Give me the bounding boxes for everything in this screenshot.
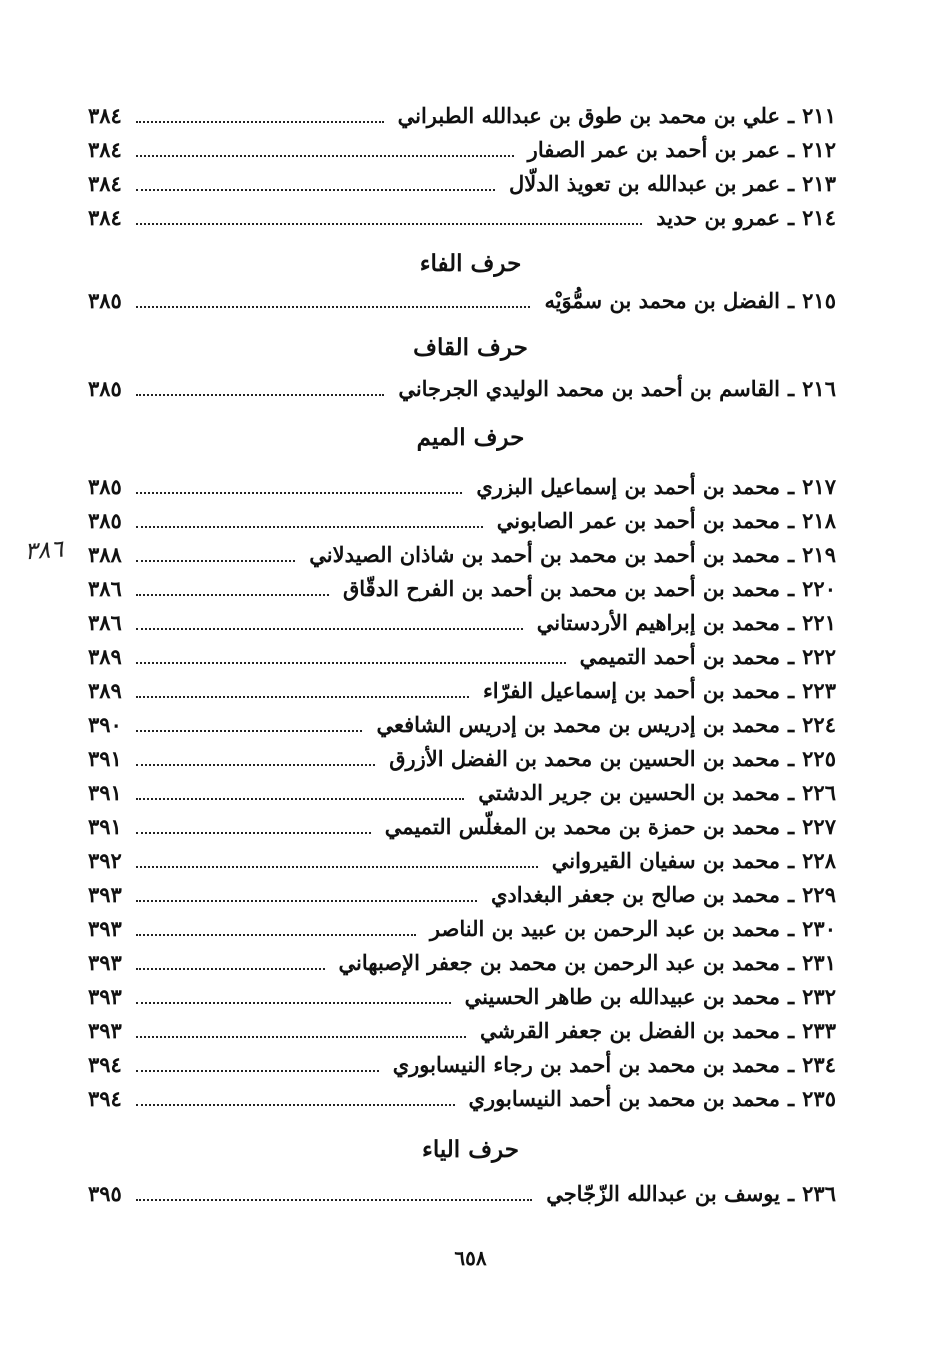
index-entry <box>88 880 836 910</box>
handwritten-margin-note: ٣٨٦ <box>23 534 65 566</box>
entry-dash: ـ <box>788 171 795 196</box>
entry-number: ٢١٩ <box>802 542 836 567</box>
dot-leader <box>136 627 523 630</box>
entry-name: محمد بن إدريس بن محمد بن إدريس الشافعي <box>376 712 780 737</box>
index-entry <box>88 203 836 233</box>
dot-leader <box>136 865 538 868</box>
index-entry <box>88 1179 836 1209</box>
entry-dash: ـ <box>788 137 795 162</box>
index-entry <box>88 812 836 842</box>
dot-leader <box>136 797 464 800</box>
entry-page-number: ٣٨٤ <box>88 171 122 196</box>
dot-leader <box>136 154 514 157</box>
entry-page-number: ٣٩٠ <box>88 712 122 737</box>
entry-dash: ـ <box>788 103 795 128</box>
entry-number: ٢٢٤ <box>802 712 836 737</box>
entry-page-number: ٣٨٦ <box>88 610 122 635</box>
entry-page-number: ٣٨٩ <box>88 644 122 669</box>
entry-dash: ـ <box>788 984 795 1009</box>
index-entry <box>88 540 836 570</box>
index-entry <box>88 506 836 536</box>
entry-dash: ـ <box>788 882 795 907</box>
entry-dash: ـ <box>788 1086 795 1111</box>
dot-leader <box>136 899 477 902</box>
entry-number: ٢٢٦ <box>802 780 836 805</box>
entry-dash: ـ <box>788 1181 795 1206</box>
entry-number: ٢٣٠ <box>802 916 836 941</box>
dot-leader <box>136 1198 532 1201</box>
entry-name: محمد بن أحمد بن محمد بن أحمد بن شاذان الصيدلاني <box>309 542 780 567</box>
dot-leader <box>136 188 495 191</box>
entry-number: ٢٢٢ <box>802 644 836 669</box>
entry-number: ٢٢٩ <box>802 882 836 907</box>
entry-number: ٢٢١ <box>802 610 836 635</box>
entry-page-number: ٣٨٩ <box>88 678 122 703</box>
dot-leader <box>136 222 642 225</box>
entry-page-number: ٣٩١ <box>88 746 122 771</box>
entry-number: ٢١٥ <box>802 288 836 313</box>
dot-leader <box>136 933 416 936</box>
section-heading: حرف الفاء <box>419 250 522 277</box>
entry-name: محمد بن الفضل بن جعفر القرشي <box>479 1018 780 1043</box>
index-entry <box>88 1016 836 1046</box>
entry-number: ٢٣٥ <box>802 1086 836 1111</box>
entry-page-number: ٣٩٣ <box>88 950 122 975</box>
dot-leader <box>136 729 363 732</box>
dot-leader <box>136 967 325 970</box>
entry-page-number: ٣٨٦ <box>88 576 122 601</box>
entry-dash: ـ <box>788 916 795 941</box>
entry-name: محمد بن عبد الرحمن بن محمد بن جعفر الإصبهاني <box>338 950 780 975</box>
entry-dash: ـ <box>788 848 795 873</box>
entry-page-number: ٣٨٥ <box>88 508 122 533</box>
page-number: ٦٥٨ <box>454 1246 487 1270</box>
index-entry <box>88 846 836 876</box>
section-heading: حرف القاف <box>413 334 528 361</box>
entry-page-number: ٣٨٥ <box>88 474 122 499</box>
entry-dash: ـ <box>788 644 795 669</box>
entry-name: محمد بن حمزة بن محمد بن المغلّس التميمي <box>384 814 780 839</box>
entry-page-number: ٣٨٥ <box>88 376 122 401</box>
entry-dash: ـ <box>788 576 795 601</box>
entry-name: محمد بن أحمد بن إسماعيل الفرّاء <box>482 678 780 703</box>
index-entry <box>88 676 836 706</box>
entry-page-number: ٣٨٤ <box>88 137 122 162</box>
entry-number: ٢١٢ <box>802 137 836 162</box>
entry-number: ٢٢٠ <box>802 576 836 601</box>
dot-leader <box>136 1035 466 1038</box>
entry-dash: ـ <box>788 610 795 635</box>
entry-number: ٢٣١ <box>802 950 836 975</box>
entry-number: ٢٢٣ <box>802 678 836 703</box>
dot-leader <box>136 305 531 308</box>
entry-dash: ـ <box>788 746 795 771</box>
entry-number: ٢١٣ <box>802 171 836 196</box>
entry-number: ٢٣٦ <box>802 1181 836 1206</box>
entry-name: محمد بن الحسين بن جرير الدشتي <box>478 780 780 805</box>
entry-number: ٢١٨ <box>802 508 836 533</box>
index-entry <box>88 914 836 944</box>
entry-page-number: ٣٩١ <box>88 814 122 839</box>
entry-name: محمد بن أحمد بن إسماعيل البزري <box>476 474 780 499</box>
entry-name: عمرو بن حديد <box>656 205 780 230</box>
dot-leader <box>136 661 566 664</box>
entry-name: محمد بن إبراهيم الأردستاني <box>536 610 780 635</box>
entry-name: محمد بن عبيدالله بن طاهر الحسيني <box>464 984 780 1009</box>
entry-page-number: ٣٩٣ <box>88 916 122 941</box>
entry-page-number: ٣٩٣ <box>88 1018 122 1043</box>
entry-name: عمر بن عبدالله بن تعويذ الدلّال <box>509 171 780 196</box>
entry-number: ٢٢٨ <box>802 848 836 873</box>
entry-dash: ـ <box>788 712 795 737</box>
entry-page-number: ٣٨٥ <box>88 288 122 313</box>
entry-name: القاسم بن أحمد بن محمد الوليدي الجرجاني <box>398 376 780 401</box>
index-entry <box>88 1084 836 1114</box>
dot-leader <box>136 593 329 596</box>
index-entry <box>88 778 836 808</box>
entry-number: ٢١١ <box>802 103 836 128</box>
entry-dash: ـ <box>788 508 795 533</box>
entry-dash: ـ <box>788 678 795 703</box>
entry-number: ٢١٤ <box>802 205 836 230</box>
entry-dash: ـ <box>788 1052 795 1077</box>
entry-dash: ـ <box>788 950 795 975</box>
entry-dash: ـ <box>788 205 795 230</box>
entry-dash: ـ <box>788 780 795 805</box>
dot-leader <box>136 559 295 562</box>
entry-page-number: ٣٩٤ <box>88 1086 122 1111</box>
dot-leader <box>136 120 384 123</box>
dot-leader <box>136 525 483 528</box>
index-entry <box>88 101 836 131</box>
index-entry <box>88 374 836 404</box>
index-entry <box>88 135 836 165</box>
index-entry <box>88 710 836 740</box>
dot-leader <box>136 763 375 766</box>
index-entry <box>88 982 836 1012</box>
dot-leader <box>136 393 384 396</box>
entry-number: ٢٢٥ <box>802 746 836 771</box>
entry-number: ٢٢٧ <box>802 814 836 839</box>
entry-name: محمد بن أحمد التميمي <box>579 644 780 669</box>
entry-dash: ـ <box>788 1018 795 1043</box>
entry-name: محمد بن محمد بن أحمد النيسابوري <box>468 1086 780 1111</box>
entry-name: محمد بن عبد الرحمن بن عبيد بن الناصر <box>429 916 780 941</box>
entry-dash: ـ <box>788 376 795 401</box>
entry-number: ٢١٦ <box>802 376 836 401</box>
entry-dash: ـ <box>788 288 795 313</box>
dot-leader <box>136 1069 379 1072</box>
entry-page-number: ٣٩٢ <box>88 848 122 873</box>
entry-name: علي بن محمد بن طوق بن عبدالله الطبراني <box>397 103 780 128</box>
section-heading: حرف الياء <box>422 1136 519 1163</box>
entry-name: يوسف بن عبدالله الزّجّاجي <box>546 1181 780 1206</box>
entry-page-number: ٣٩٣ <box>88 882 122 907</box>
index-entry <box>88 642 836 672</box>
dot-leader <box>136 1001 451 1004</box>
entry-number: ٢٣٢ <box>802 984 836 1009</box>
entry-page-number: ٣٨٤ <box>88 205 122 230</box>
entry-name: محمد بن الحسين بن محمد بن الفضل الأزرق <box>389 746 780 771</box>
entry-page-number: ٣٨٤ <box>88 103 122 128</box>
index-entry <box>88 1050 836 1080</box>
index-entry <box>88 608 836 638</box>
index-entry <box>88 169 836 199</box>
entry-name: عمر بن أحمد بن عمر الصفار <box>527 137 780 162</box>
dot-leader <box>136 491 463 494</box>
entry-number: ٢٣٣ <box>802 1018 836 1043</box>
entry-name: محمد بن سفيان القيرواني <box>551 848 780 873</box>
entry-name: محمد بن صالح بن جعفر البغدادي <box>490 882 780 907</box>
dot-leader <box>136 695 469 698</box>
entry-page-number: ٣٨٨ <box>88 542 122 567</box>
section-heading: حرف الميم <box>416 424 525 451</box>
entry-name: محمد بن محمد بن أحمد بن رجاء النيسابوري <box>392 1052 780 1077</box>
index-entry <box>88 286 836 316</box>
entry-name: محمد بن أحمد بن عمر الصابوني <box>496 508 780 533</box>
dot-leader <box>136 1103 455 1106</box>
entry-name: محمد بن أحمد بن محمد بن أحمد بن الفرح الدقّاق <box>342 576 780 601</box>
entry-page-number: ٣٩١ <box>88 780 122 805</box>
index-entry <box>88 574 836 604</box>
entry-name: الفضل بن محمد بن سمُّوَيْه <box>544 288 780 313</box>
index-entry <box>88 948 836 978</box>
entry-page-number: ٣٩٥ <box>88 1181 122 1206</box>
dot-leader <box>136 831 371 834</box>
entry-page-number: ٣٩٤ <box>88 1052 122 1077</box>
index-entry <box>88 744 836 774</box>
entry-number: ٢٣٤ <box>802 1052 836 1077</box>
entry-dash: ـ <box>788 474 795 499</box>
index-entry <box>88 472 836 502</box>
entry-dash: ـ <box>788 542 795 567</box>
entry-page-number: ٣٩٣ <box>88 984 122 1009</box>
entry-dash: ـ <box>788 814 795 839</box>
entry-number: ٢١٧ <box>802 474 836 499</box>
